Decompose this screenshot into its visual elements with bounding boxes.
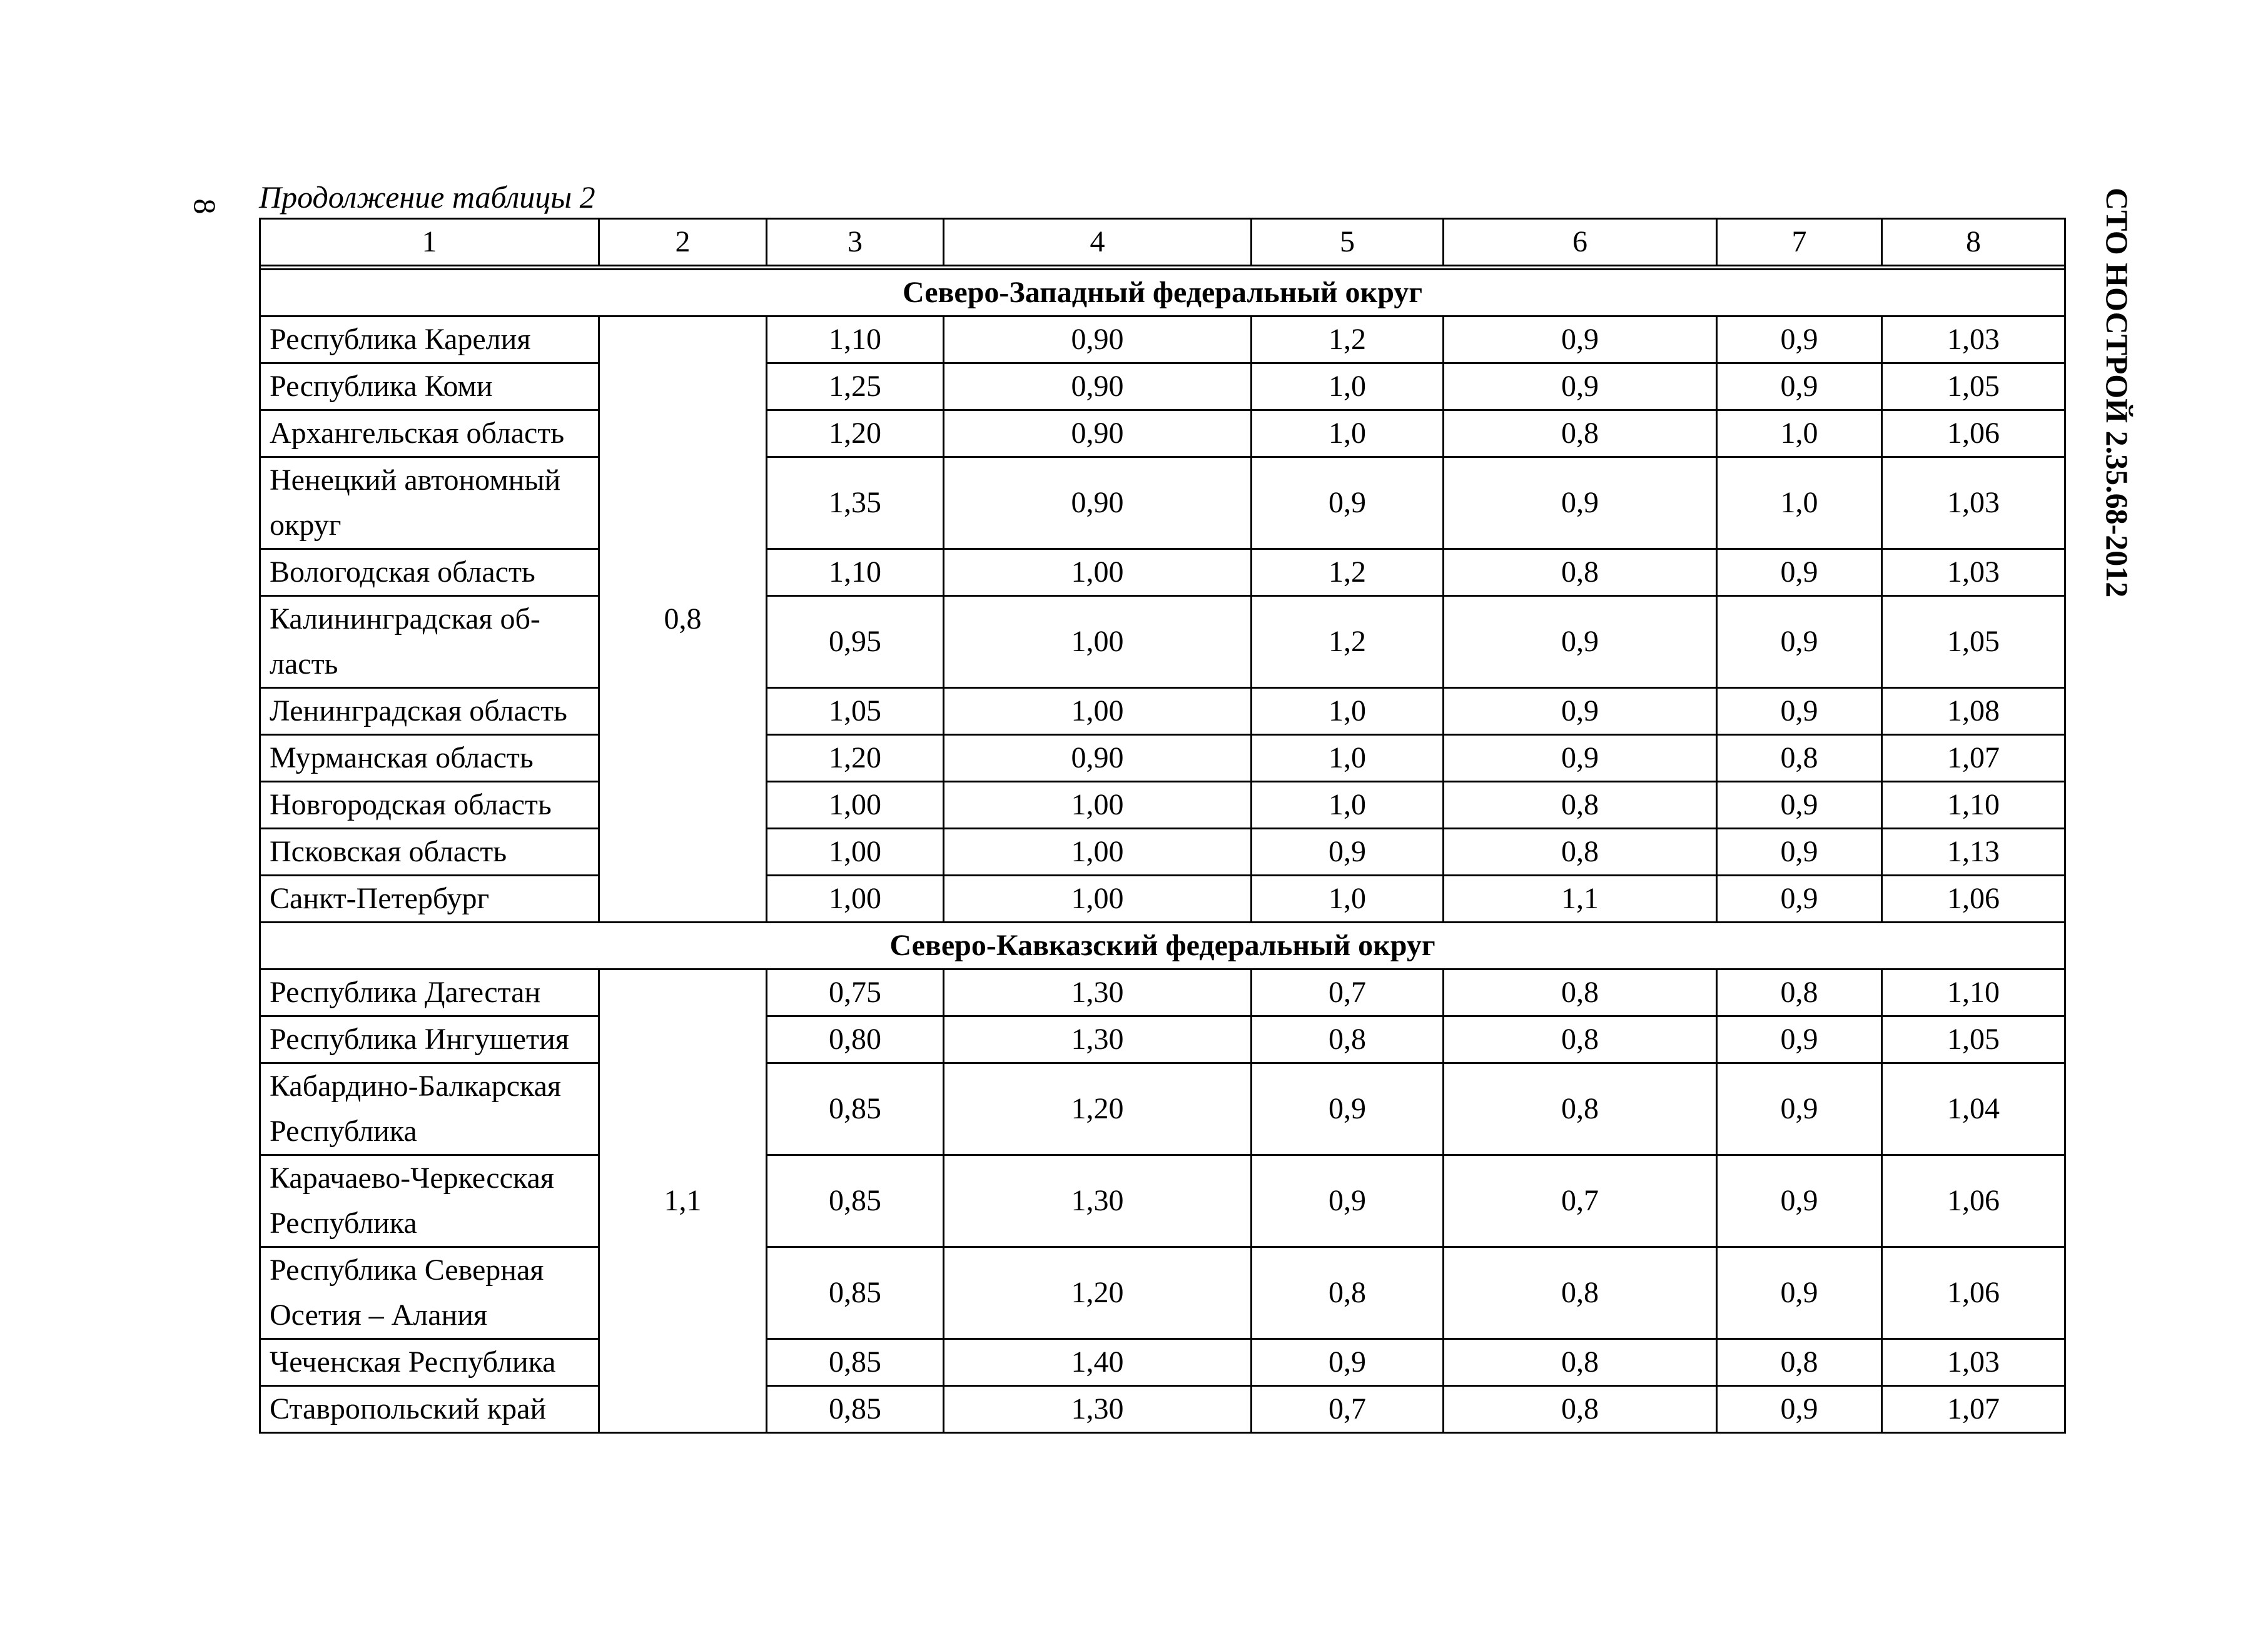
value-cell-c3: 0,85 [767, 1339, 944, 1386]
table-row [260, 363, 2065, 410]
value-cell-c8: 1,06 [1882, 410, 2065, 457]
value-cell-c7: 0,9 [1717, 363, 1882, 410]
region-name: Республика Ингушетия [260, 1016, 599, 1063]
value-cell-c4: 1,40 [944, 1339, 1252, 1386]
value-cell-c7: 0,8 [1717, 735, 1882, 782]
value-cell-c3: 1,05 [767, 688, 944, 735]
value-cell-c3: 0,85 [767, 1063, 944, 1155]
coefficients-table [259, 218, 2066, 1434]
value-cell-c4: 0,90 [944, 735, 1252, 782]
value-cell-c8: 1,06 [1882, 876, 2065, 923]
value-cell-c6: 0,7 [1444, 1155, 1717, 1247]
value-cell-c3: 0,75 [767, 969, 944, 1016]
table-row [260, 1247, 2065, 1339]
value-cell-c4: 0,90 [944, 457, 1252, 549]
value-cell-c8: 1,04 [1882, 1063, 2065, 1155]
value-cell-c5: 0,9 [1252, 1155, 1444, 1247]
value-cell-c5: 1,2 [1252, 316, 1444, 363]
region-name [260, 457, 599, 549]
value-cell-c8: 1,07 [1882, 735, 2065, 782]
value-cell-c4: 1,00 [944, 549, 1252, 596]
value-cell-c4: 1,30 [944, 969, 1252, 1016]
table-row [260, 549, 2065, 596]
value-cell-c8: 1,07 [1882, 1386, 2065, 1433]
table-row [260, 1063, 2065, 1155]
value-cell-c8: 1,05 [1882, 1016, 2065, 1063]
value-cell-c5: 1,0 [1252, 688, 1444, 735]
value-cell-c6: 0,9 [1444, 316, 1717, 363]
value-cell-c8: 1,08 [1882, 688, 2065, 735]
table-row [260, 1386, 2065, 1433]
table-row [260, 316, 2065, 363]
value-cell-c5: 1,0 [1252, 410, 1444, 457]
region-name [260, 1063, 599, 1155]
region-name: Ставропольский край [260, 1386, 599, 1433]
table-row [260, 876, 2065, 923]
value-cell-c8: 1,10 [1882, 969, 2065, 1016]
table-row [260, 735, 2065, 782]
value-cell-c7: 0,9 [1717, 1386, 1882, 1433]
value-cell-c3: 0,85 [767, 1247, 944, 1339]
value-cell-c7: 1,0 [1717, 457, 1882, 549]
region-name: Новгородская область [260, 782, 599, 829]
value-cell-c5: 0,8 [1252, 1016, 1444, 1063]
table-caption: Продолжение таблицы 2 [259, 180, 595, 215]
table-row [260, 410, 2065, 457]
value-cell-c6: 0,9 [1444, 363, 1717, 410]
region-name [260, 596, 599, 688]
value-cell-c7: 0,9 [1717, 1247, 1882, 1339]
value-cell-c7: 0,9 [1717, 782, 1882, 829]
value-cell-c8: 1,13 [1882, 829, 2065, 876]
region-name: Республика Коми [260, 363, 599, 410]
value-cell-c4: 0,90 [944, 363, 1252, 410]
value-cell-c7: 0,9 [1717, 876, 1882, 923]
value-cell-c8: 1,05 [1882, 363, 2065, 410]
value-cell-c6: 0,8 [1444, 1063, 1717, 1155]
value-cell-c6: 0,8 [1444, 1386, 1717, 1433]
value-cell-c8: 1,06 [1882, 1155, 2065, 1247]
value-cell-c3: 1,00 [767, 829, 944, 876]
value-cell-c6: 0,9 [1444, 457, 1717, 549]
value-cell-c6: 0,8 [1444, 549, 1717, 596]
value-cell-c4: 1,00 [944, 596, 1252, 688]
value-cell-c7: 1,0 [1717, 410, 1882, 457]
value-cell-c6: 0,8 [1444, 782, 1717, 829]
value-cell-c3: 1,10 [767, 316, 944, 363]
column-header: 5 [1252, 219, 1444, 266]
region-name-line: Ненецкий автономный [270, 463, 561, 497]
value-cell-c5: 0,8 [1252, 1247, 1444, 1339]
value-cell-c7: 0,9 [1717, 316, 1882, 363]
value-cell-c4: 1,20 [944, 1247, 1252, 1339]
value-cell-c4: 1,30 [944, 1386, 1252, 1433]
region-name-line: Республика [270, 1115, 417, 1148]
region-name-line: Осетия – Алания [270, 1298, 487, 1332]
value-cell-c3: 1,35 [767, 457, 944, 549]
value-cell-c5: 0,9 [1252, 1063, 1444, 1155]
value-cell-c6: 0,8 [1444, 1247, 1717, 1339]
value-cell-c6: 1,1 [1444, 876, 1717, 923]
document-code: СТО НОСТРОЙ 2.35.68-2012 [2100, 188, 2135, 598]
page-number: 8 [188, 198, 223, 215]
table-row [260, 688, 2065, 735]
value-cell-c3: 1,00 [767, 876, 944, 923]
district-coefficient: 0,8 [599, 316, 767, 923]
value-cell-c5: 0,9 [1252, 457, 1444, 549]
value-cell-c7: 0,8 [1717, 969, 1882, 1016]
region-name: Республика Карелия [260, 316, 599, 363]
value-cell-c7: 0,8 [1717, 1339, 1882, 1386]
value-cell-c7: 0,9 [1717, 549, 1882, 596]
value-cell-c3: 0,85 [767, 1386, 944, 1433]
value-cell-c8: 1,03 [1882, 457, 2065, 549]
region-name: Архангельская область [260, 410, 599, 457]
table-row [260, 596, 2065, 688]
value-cell-c5: 1,0 [1252, 876, 1444, 923]
region-name-line: Республика [270, 1207, 417, 1240]
column-header: 7 [1717, 219, 1882, 266]
column-number-row [260, 219, 2065, 266]
region-name-line: Карачаево-Черкесская [270, 1162, 554, 1195]
column-header: 8 [1882, 219, 2065, 266]
region-name-line: Калининградская об- [270, 602, 540, 635]
value-cell-c6: 0,8 [1444, 1339, 1717, 1386]
section-title: Северо-Западный федеральный округ [260, 270, 2065, 316]
column-header: 4 [944, 219, 1252, 266]
value-cell-c5: 0,9 [1252, 829, 1444, 876]
value-cell-c6: 0,9 [1444, 735, 1717, 782]
value-cell-c6: 0,8 [1444, 1016, 1717, 1063]
value-cell-c4: 0,90 [944, 410, 1252, 457]
region-name-line: ласть [270, 647, 338, 681]
value-cell-c3: 1,20 [767, 735, 944, 782]
value-cell-c6: 0,9 [1444, 596, 1717, 688]
district-coefficient: 1,1 [599, 969, 767, 1433]
value-cell-c4: 1,00 [944, 876, 1252, 923]
region-name: Ленинградская область [260, 688, 599, 735]
value-cell-c6: 0,8 [1444, 829, 1717, 876]
value-cell-c4: 1,00 [944, 829, 1252, 876]
value-cell-c7: 0,9 [1717, 1063, 1882, 1155]
table-row [260, 829, 2065, 876]
value-cell-c8: 1,03 [1882, 549, 2065, 596]
region-name: Чеченская Республика [260, 1339, 599, 1386]
value-cell-c6: 0,8 [1444, 969, 1717, 1016]
value-cell-c4: 1,20 [944, 1063, 1252, 1155]
value-cell-c5: 0,7 [1252, 1386, 1444, 1433]
region-name: Республика Дагестан [260, 969, 599, 1016]
value-cell-c6: 0,8 [1444, 410, 1717, 457]
value-cell-c3: 0,85 [767, 1155, 944, 1247]
column-header: 3 [767, 219, 944, 266]
value-cell-c7: 0,9 [1717, 1016, 1882, 1063]
value-cell-c8: 1,03 [1882, 1339, 2065, 1386]
table-row [260, 1339, 2065, 1386]
value-cell-c3: 1,25 [767, 363, 944, 410]
section-row [260, 270, 2065, 316]
region-name-line: Республика Северная [270, 1253, 544, 1287]
value-cell-c3: 0,95 [767, 596, 944, 688]
value-cell-c5: 0,9 [1252, 1339, 1444, 1386]
value-cell-c5: 1,0 [1252, 363, 1444, 410]
region-name [260, 1155, 599, 1247]
value-cell-c5: 1,0 [1252, 782, 1444, 829]
value-cell-c3: 1,10 [767, 549, 944, 596]
value-cell-c7: 0,9 [1717, 1155, 1882, 1247]
value-cell-c5: 1,2 [1252, 549, 1444, 596]
region-name: Мурманская область [260, 735, 599, 782]
region-name [260, 1247, 599, 1339]
section-title: Северо-Кавказский федеральный округ [260, 923, 2065, 969]
section-row [260, 923, 2065, 969]
value-cell-c8: 1,03 [1882, 316, 2065, 363]
value-cell-c8: 1,05 [1882, 596, 2065, 688]
value-cell-c8: 1,06 [1882, 1247, 2065, 1339]
value-cell-c4: 1,00 [944, 782, 1252, 829]
value-cell-c3: 1,20 [767, 410, 944, 457]
value-cell-c8: 1,10 [1882, 782, 2065, 829]
column-header: 1 [260, 219, 599, 266]
value-cell-c5: 0,7 [1252, 969, 1444, 1016]
column-header: 6 [1444, 219, 1717, 266]
value-cell-c5: 1,0 [1252, 735, 1444, 782]
value-cell-c7: 0,9 [1717, 829, 1882, 876]
table-row [260, 782, 2065, 829]
column-header: 2 [599, 219, 767, 266]
table-row [260, 1016, 2065, 1063]
value-cell-c4: 1,00 [944, 688, 1252, 735]
region-name-line: округ [270, 509, 342, 542]
value-cell-c3: 1,00 [767, 782, 944, 829]
region-name: Псковская область [260, 829, 599, 876]
region-name-line: Кабардино-Балкарская [270, 1070, 561, 1103]
table-row [260, 1155, 2065, 1247]
table-row [260, 969, 2065, 1016]
value-cell-c4: 1,30 [944, 1016, 1252, 1063]
value-cell-c7: 0,9 [1717, 596, 1882, 688]
value-cell-c4: 1,30 [944, 1155, 1252, 1247]
value-cell-c7: 0,9 [1717, 688, 1882, 735]
region-name: Вологодская область [260, 549, 599, 596]
value-cell-c4: 0,90 [944, 316, 1252, 363]
value-cell-c3: 0,80 [767, 1016, 944, 1063]
table-row [260, 457, 2065, 549]
value-cell-c6: 0,9 [1444, 688, 1717, 735]
region-name: Санкт-Петербург [260, 876, 599, 923]
value-cell-c5: 1,2 [1252, 596, 1444, 688]
